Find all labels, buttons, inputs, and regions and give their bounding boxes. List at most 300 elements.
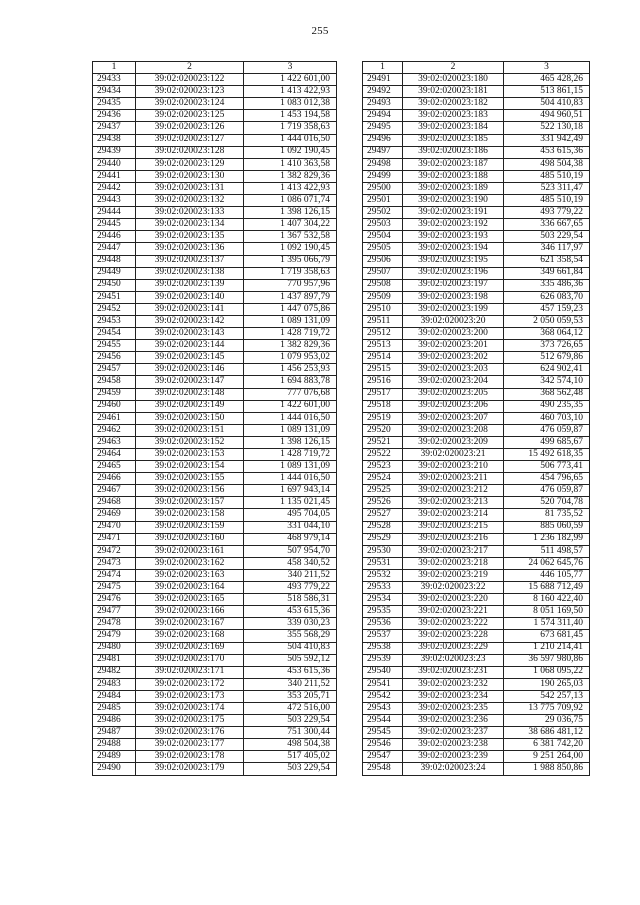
table-row — [93, 182, 337, 194]
table-row — [93, 279, 337, 291]
value-cell: 522 130,18 — [504, 122, 590, 134]
cadastral-number-cell: 39:02:020023:195 — [403, 255, 504, 267]
value-cell: 36 597 980,86 — [504, 654, 590, 666]
cadastral-number-cell: 39:02:020023:171 — [136, 666, 244, 678]
row-number-cell: 29521 — [363, 436, 403, 448]
cadastral-number-cell: 39:02:020023:156 — [136, 485, 244, 497]
table-row — [93, 751, 337, 763]
value-cell: 335 486,36 — [504, 279, 590, 291]
value-cell: 460 703,10 — [504, 412, 590, 424]
cadastral-number-cell: 39:02:020023:202 — [403, 352, 504, 364]
value-cell: 512 679,86 — [504, 352, 590, 364]
row-number-cell: 29538 — [363, 642, 403, 654]
table-row — [363, 763, 590, 775]
value-cell: 13 775 709,92 — [504, 702, 590, 714]
row-number-cell: 29489 — [93, 751, 136, 763]
value-cell: 523 311,47 — [504, 182, 590, 194]
table-row — [363, 400, 590, 412]
row-number-cell: 29499 — [363, 170, 403, 182]
cadastral-number-cell: 39:02:020023:213 — [403, 497, 504, 509]
table-row — [93, 170, 337, 182]
value-cell: 1 456 253,93 — [244, 364, 337, 376]
value-cell: 1 694 883,78 — [244, 376, 337, 388]
row-number-cell: 29545 — [363, 727, 403, 739]
table-row — [93, 291, 337, 303]
row-number-cell: 29464 — [93, 449, 136, 461]
table-row — [93, 231, 337, 243]
row-number-cell: 29509 — [363, 291, 403, 303]
cadastral-number-cell: 39:02:020023:137 — [136, 255, 244, 267]
row-number-cell: 29486 — [93, 715, 136, 727]
row-number-cell: 29459 — [93, 388, 136, 400]
table-row — [363, 86, 590, 98]
table-row — [93, 315, 337, 327]
row-number-cell: 29487 — [93, 727, 136, 739]
row-number-cell: 29469 — [93, 509, 136, 521]
table-row — [93, 630, 337, 642]
cadastral-number-cell: 39:02:020023:229 — [403, 642, 504, 654]
cadastral-number-cell: 39:02:020023:141 — [136, 303, 244, 315]
value-cell: 498 504,38 — [504, 158, 590, 170]
row-number-cell: 29520 — [363, 424, 403, 436]
cadastral-number-cell: 39:02:020023:203 — [403, 364, 504, 376]
value-cell: 454 796,65 — [504, 473, 590, 485]
cadastral-number-cell: 39:02:020023:177 — [136, 739, 244, 751]
table-row — [93, 618, 337, 630]
cadastral-number-cell: 39:02:020023:135 — [136, 231, 244, 243]
row-number-cell: 29547 — [363, 751, 403, 763]
value-cell: 1 068 095,22 — [504, 666, 590, 678]
value-cell: 476 059,87 — [504, 485, 590, 497]
cadastral-number-cell: 39:02:020023:129 — [136, 158, 244, 170]
table-row — [93, 436, 337, 448]
row-number-cell: 29468 — [93, 497, 136, 509]
table-row — [93, 303, 337, 315]
value-cell: 8 051 169,50 — [504, 606, 590, 618]
row-number-cell: 29473 — [93, 557, 136, 569]
row-number-cell: 29491 — [363, 74, 403, 86]
row-number-cell: 29540 — [363, 666, 403, 678]
table-row — [363, 678, 590, 690]
cadastral-number-cell: 39:02:020023:211 — [403, 473, 504, 485]
value-cell: 1 395 066,79 — [244, 255, 337, 267]
value-cell: 1 210 214,41 — [504, 642, 590, 654]
row-number-cell: 29457 — [93, 364, 136, 376]
value-cell: 1 444 016,50 — [244, 134, 337, 146]
value-cell: 81 735,52 — [504, 509, 590, 521]
row-number-cell: 29516 — [363, 376, 403, 388]
table-row — [93, 666, 337, 678]
value-cell: 24 062 645,76 — [504, 557, 590, 569]
cadastral-number-cell: 39:02:020023:238 — [403, 739, 504, 751]
cadastral-number-cell: 39:02:020023:172 — [136, 678, 244, 690]
table-row — [93, 582, 337, 594]
table-row — [363, 388, 590, 400]
table-row — [363, 594, 590, 606]
table-row — [363, 315, 590, 327]
cadastral-number-cell: 39:02:020023:239 — [403, 751, 504, 763]
table-row — [363, 461, 590, 473]
table-row — [363, 303, 590, 315]
row-number-cell: 29475 — [93, 582, 136, 594]
cadastral-number-cell: 39:02:020023:139 — [136, 279, 244, 291]
row-number-cell: 29484 — [93, 690, 136, 702]
table-row — [93, 739, 337, 751]
table-row — [93, 86, 337, 98]
cadastral-number-cell: 39:02:020023:204 — [403, 376, 504, 388]
cadastral-number-cell: 39:02:020023:188 — [403, 170, 504, 182]
cadastral-number-cell: 39:02:020023:20 — [403, 315, 504, 327]
table-row — [363, 219, 590, 231]
cadastral-number-cell: 39:02:020023:208 — [403, 424, 504, 436]
table-row — [363, 642, 590, 654]
table-row — [363, 690, 590, 702]
table-row — [93, 473, 337, 485]
table-row — [363, 630, 590, 642]
value-cell: 517 405,02 — [244, 751, 337, 763]
row-number-cell: 29471 — [93, 533, 136, 545]
row-number-cell: 29534 — [363, 594, 403, 606]
cadastral-number-cell: 39:02:020023:145 — [136, 352, 244, 364]
value-cell: 1 135 021,45 — [244, 497, 337, 509]
value-cell: 504 410,83 — [244, 642, 337, 654]
value-cell: 490 235,35 — [504, 400, 590, 412]
table-row — [363, 207, 590, 219]
table-row — [93, 122, 337, 134]
cadastral-number-cell: 39:02:020023:148 — [136, 388, 244, 400]
cadastral-number-cell: 39:02:020023:127 — [136, 134, 244, 146]
value-cell: 457 159,23 — [504, 303, 590, 315]
row-number-cell: 29513 — [363, 340, 403, 352]
cadastral-number-cell: 39:02:020023:166 — [136, 606, 244, 618]
table-row — [363, 666, 590, 678]
row-number-cell: 29440 — [93, 158, 136, 170]
table-row — [363, 158, 590, 170]
cadastral-number-cell: 39:02:020023:136 — [136, 243, 244, 255]
cadastral-number-cell: 39:02:020023:23 — [403, 654, 504, 666]
cadastral-number-cell: 39:02:020023:193 — [403, 231, 504, 243]
row-number-cell: 29451 — [93, 291, 136, 303]
cadastral-number-cell: 39:02:020023:158 — [136, 509, 244, 521]
cadastral-number-cell: 39:02:020023:220 — [403, 594, 504, 606]
table-row — [93, 74, 337, 86]
value-cell: 1 719 358,63 — [244, 267, 337, 279]
row-number-cell: 29518 — [363, 400, 403, 412]
cadastral-number-cell: 39:02:020023:217 — [403, 545, 504, 557]
table-row — [93, 110, 337, 122]
cadastral-number-cell: 39:02:020023:218 — [403, 557, 504, 569]
table-row — [363, 582, 590, 594]
cadastral-number-cell: 39:02:020023:192 — [403, 219, 504, 231]
value-cell: 1 398 126,15 — [244, 207, 337, 219]
value-cell: 1 413 422,93 — [244, 182, 337, 194]
registry-table-left — [92, 61, 337, 776]
value-cell: 1 444 016,50 — [244, 473, 337, 485]
cadastral-number-cell: 39:02:020023:143 — [136, 328, 244, 340]
value-cell: 498 504,38 — [244, 739, 337, 751]
row-number-cell: 29465 — [93, 461, 136, 473]
value-cell: 355 568,29 — [244, 630, 337, 642]
cadastral-number-cell: 39:02:020023:209 — [403, 436, 504, 448]
table-row — [93, 255, 337, 267]
row-number-cell: 29523 — [363, 461, 403, 473]
cadastral-number-cell: 39:02:020023:126 — [136, 122, 244, 134]
value-cell: 29 036,75 — [504, 715, 590, 727]
row-number-cell: 29512 — [363, 328, 403, 340]
cadastral-number-cell: 39:02:020023:146 — [136, 364, 244, 376]
value-cell: 453 615,36 — [504, 146, 590, 158]
header-cell: 1 — [363, 62, 403, 74]
cadastral-number-cell: 39:02:020023:150 — [136, 412, 244, 424]
table-row — [363, 231, 590, 243]
value-cell: 465 428,26 — [504, 74, 590, 86]
row-number-cell: 29462 — [93, 424, 136, 436]
table-row — [93, 352, 337, 364]
row-number-cell: 29528 — [363, 521, 403, 533]
cadastral-number-cell: 39:02:020023:125 — [136, 110, 244, 122]
row-number-cell: 29434 — [93, 86, 136, 98]
row-number-cell: 29494 — [363, 110, 403, 122]
value-cell: 331 044,10 — [244, 521, 337, 533]
cadastral-number-cell: 39:02:020023:183 — [403, 110, 504, 122]
row-number-cell: 29503 — [363, 219, 403, 231]
value-cell: 1 444 016,50 — [244, 412, 337, 424]
cadastral-number-cell: 39:02:020023:124 — [136, 98, 244, 110]
value-cell: 1 428 719,72 — [244, 449, 337, 461]
row-number-cell: 29485 — [93, 702, 136, 714]
table-row — [93, 509, 337, 521]
row-number-cell: 29433 — [93, 74, 136, 86]
row-number-cell: 29447 — [93, 243, 136, 255]
row-number-cell: 29478 — [93, 618, 136, 630]
row-number-cell: 29456 — [93, 352, 136, 364]
table-row — [93, 134, 337, 146]
row-number-cell: 29511 — [363, 315, 403, 327]
row-number-cell: 29477 — [93, 606, 136, 618]
table-row — [93, 158, 337, 170]
value-cell: 6 381 742,20 — [504, 739, 590, 751]
table-row — [93, 267, 337, 279]
table-row — [93, 594, 337, 606]
cadastral-number-cell: 39:02:020023:228 — [403, 630, 504, 642]
value-cell: 1 413 422,93 — [244, 86, 337, 98]
value-cell: 373 726,65 — [504, 340, 590, 352]
value-cell: 518 586,31 — [244, 594, 337, 606]
table-row — [363, 424, 590, 436]
value-cell: 368 562,48 — [504, 388, 590, 400]
cadastral-number-cell: 39:02:020023:237 — [403, 727, 504, 739]
value-cell: 1 719 358,63 — [244, 122, 337, 134]
table-row — [93, 715, 337, 727]
row-number-cell: 29542 — [363, 690, 403, 702]
row-number-cell: 29461 — [93, 412, 136, 424]
table-row — [93, 642, 337, 654]
cadastral-number-cell: 39:02:020023:162 — [136, 557, 244, 569]
value-cell: 1 092 190,45 — [244, 243, 337, 255]
cadastral-number-cell: 39:02:020023:122 — [136, 74, 244, 86]
value-cell: 505 592,12 — [244, 654, 337, 666]
value-cell: 340 211,52 — [244, 678, 337, 690]
table-row — [363, 606, 590, 618]
value-cell: 453 615,36 — [244, 606, 337, 618]
row-number-cell: 29548 — [363, 763, 403, 775]
cadastral-number-cell: 39:02:020023:176 — [136, 727, 244, 739]
value-cell: 511 498,57 — [504, 545, 590, 557]
header-cell: 2 — [136, 62, 244, 74]
cadastral-number-cell: 39:02:020023:205 — [403, 388, 504, 400]
cadastral-number-cell: 39:02:020023:196 — [403, 267, 504, 279]
value-cell: 1 574 311,40 — [504, 618, 590, 630]
table-row — [93, 557, 337, 569]
table-row — [93, 328, 337, 340]
table-row — [363, 654, 590, 666]
row-number-cell: 29506 — [363, 255, 403, 267]
value-cell: 1 367 532,58 — [244, 231, 337, 243]
cadastral-number-cell: 39:02:020023:157 — [136, 497, 244, 509]
row-number-cell: 29472 — [93, 545, 136, 557]
value-cell: 1 079 953,02 — [244, 352, 337, 364]
row-number-cell: 29476 — [93, 594, 136, 606]
cadastral-number-cell: 39:02:020023:130 — [136, 170, 244, 182]
value-cell: 458 340,52 — [244, 557, 337, 569]
cadastral-number-cell: 39:02:020023:178 — [136, 751, 244, 763]
row-number-cell: 29535 — [363, 606, 403, 618]
value-cell: 346 117,97 — [504, 243, 590, 255]
value-cell: 777 076,68 — [244, 388, 337, 400]
table-row — [93, 727, 337, 739]
value-cell: 1 422 601,00 — [244, 74, 337, 86]
table-row — [93, 146, 337, 158]
value-cell: 493 779,22 — [244, 582, 337, 594]
value-cell: 506 773,41 — [504, 461, 590, 473]
row-number-cell: 29504 — [363, 231, 403, 243]
table-row — [363, 340, 590, 352]
row-number-cell: 29529 — [363, 533, 403, 545]
row-number-cell: 29492 — [363, 86, 403, 98]
cadastral-number-cell: 39:02:020023:24 — [403, 763, 504, 775]
value-cell: 485 510,19 — [504, 170, 590, 182]
value-cell: 503 229,54 — [244, 763, 337, 775]
table-row — [93, 690, 337, 702]
cadastral-number-cell: 39:02:020023:194 — [403, 243, 504, 255]
table-row — [363, 618, 590, 630]
row-number-cell: 29474 — [93, 569, 136, 581]
value-cell: 485 510,19 — [504, 195, 590, 207]
cadastral-number-cell: 39:02:020023:236 — [403, 715, 504, 727]
cadastral-number-cell: 39:02:020023:181 — [403, 86, 504, 98]
table-header-row — [93, 62, 337, 74]
value-cell: 339 030,23 — [244, 618, 337, 630]
row-number-cell: 29436 — [93, 110, 136, 122]
cadastral-number-cell: 39:02:020023:215 — [403, 521, 504, 533]
table-row — [363, 110, 590, 122]
header-cell: 1 — [93, 62, 136, 74]
cadastral-number-cell: 39:02:020023:219 — [403, 569, 504, 581]
cadastral-number-cell: 39:02:020023:152 — [136, 436, 244, 448]
value-cell: 1 428 719,72 — [244, 328, 337, 340]
row-number-cell: 29505 — [363, 243, 403, 255]
table-row — [363, 122, 590, 134]
row-number-cell: 29452 — [93, 303, 136, 315]
row-number-cell: 29480 — [93, 642, 136, 654]
cadastral-number-cell: 39:02:020023:221 — [403, 606, 504, 618]
table-row — [363, 146, 590, 158]
value-cell: 1 437 897,79 — [244, 291, 337, 303]
row-number-cell: 29446 — [93, 231, 136, 243]
row-number-cell: 29454 — [93, 328, 136, 340]
table-row — [363, 557, 590, 569]
table-row — [363, 267, 590, 279]
row-number-cell: 29546 — [363, 739, 403, 751]
table-row — [363, 727, 590, 739]
table-row — [93, 461, 337, 473]
row-number-cell: 29449 — [93, 267, 136, 279]
value-cell: 336 667,65 — [504, 219, 590, 231]
table-row — [93, 340, 337, 352]
table-row — [363, 364, 590, 376]
table-row — [363, 352, 590, 364]
value-cell: 751 300,44 — [244, 727, 337, 739]
table-row — [363, 170, 590, 182]
row-number-cell: 29482 — [93, 666, 136, 678]
row-number-cell: 29455 — [93, 340, 136, 352]
cadastral-number-cell: 39:02:020023:128 — [136, 146, 244, 158]
cadastral-number-cell: 39:02:020023:185 — [403, 134, 504, 146]
row-number-cell: 29543 — [363, 702, 403, 714]
value-cell: 1 382 829,36 — [244, 170, 337, 182]
table-row — [363, 279, 590, 291]
cadastral-number-cell: 39:02:020023:159 — [136, 521, 244, 533]
cadastral-number-cell: 39:02:020023:161 — [136, 545, 244, 557]
cadastral-number-cell: 39:02:020023:165 — [136, 594, 244, 606]
row-number-cell: 29514 — [363, 352, 403, 364]
table-row — [363, 74, 590, 86]
table-row — [93, 497, 337, 509]
row-number-cell: 29524 — [363, 473, 403, 485]
value-cell: 1 089 131,09 — [244, 315, 337, 327]
row-number-cell: 29526 — [363, 497, 403, 509]
table-row — [363, 182, 590, 194]
cadastral-number-cell: 39:02:020023:164 — [136, 582, 244, 594]
row-number-cell: 29527 — [363, 509, 403, 521]
table-row — [93, 521, 337, 533]
value-cell: 476 059,87 — [504, 424, 590, 436]
row-number-cell: 29483 — [93, 678, 136, 690]
row-number-cell: 29539 — [363, 654, 403, 666]
cadastral-number-cell: 39:02:020023:180 — [403, 74, 504, 86]
cadastral-number-cell: 39:02:020023:179 — [136, 763, 244, 775]
table-row — [93, 545, 337, 557]
cadastral-number-cell: 39:02:020023:197 — [403, 279, 504, 291]
table-row — [93, 243, 337, 255]
cadastral-number-cell: 39:02:020023:199 — [403, 303, 504, 315]
table-row — [93, 195, 337, 207]
header-cell: 3 — [244, 62, 337, 74]
value-cell: 1 382 829,36 — [244, 340, 337, 352]
row-number-cell: 29450 — [93, 279, 136, 291]
value-cell: 542 257,13 — [504, 690, 590, 702]
value-cell: 331 942,49 — [504, 134, 590, 146]
cadastral-number-cell: 39:02:020023:138 — [136, 267, 244, 279]
table-row — [363, 291, 590, 303]
cadastral-number-cell: 39:02:020023:232 — [403, 678, 504, 690]
row-number-cell: 29493 — [363, 98, 403, 110]
value-cell: 9 251 264,00 — [504, 751, 590, 763]
table-row — [363, 255, 590, 267]
row-number-cell: 29532 — [363, 569, 403, 581]
value-cell: 472 516,00 — [244, 702, 337, 714]
table-row — [93, 702, 337, 714]
